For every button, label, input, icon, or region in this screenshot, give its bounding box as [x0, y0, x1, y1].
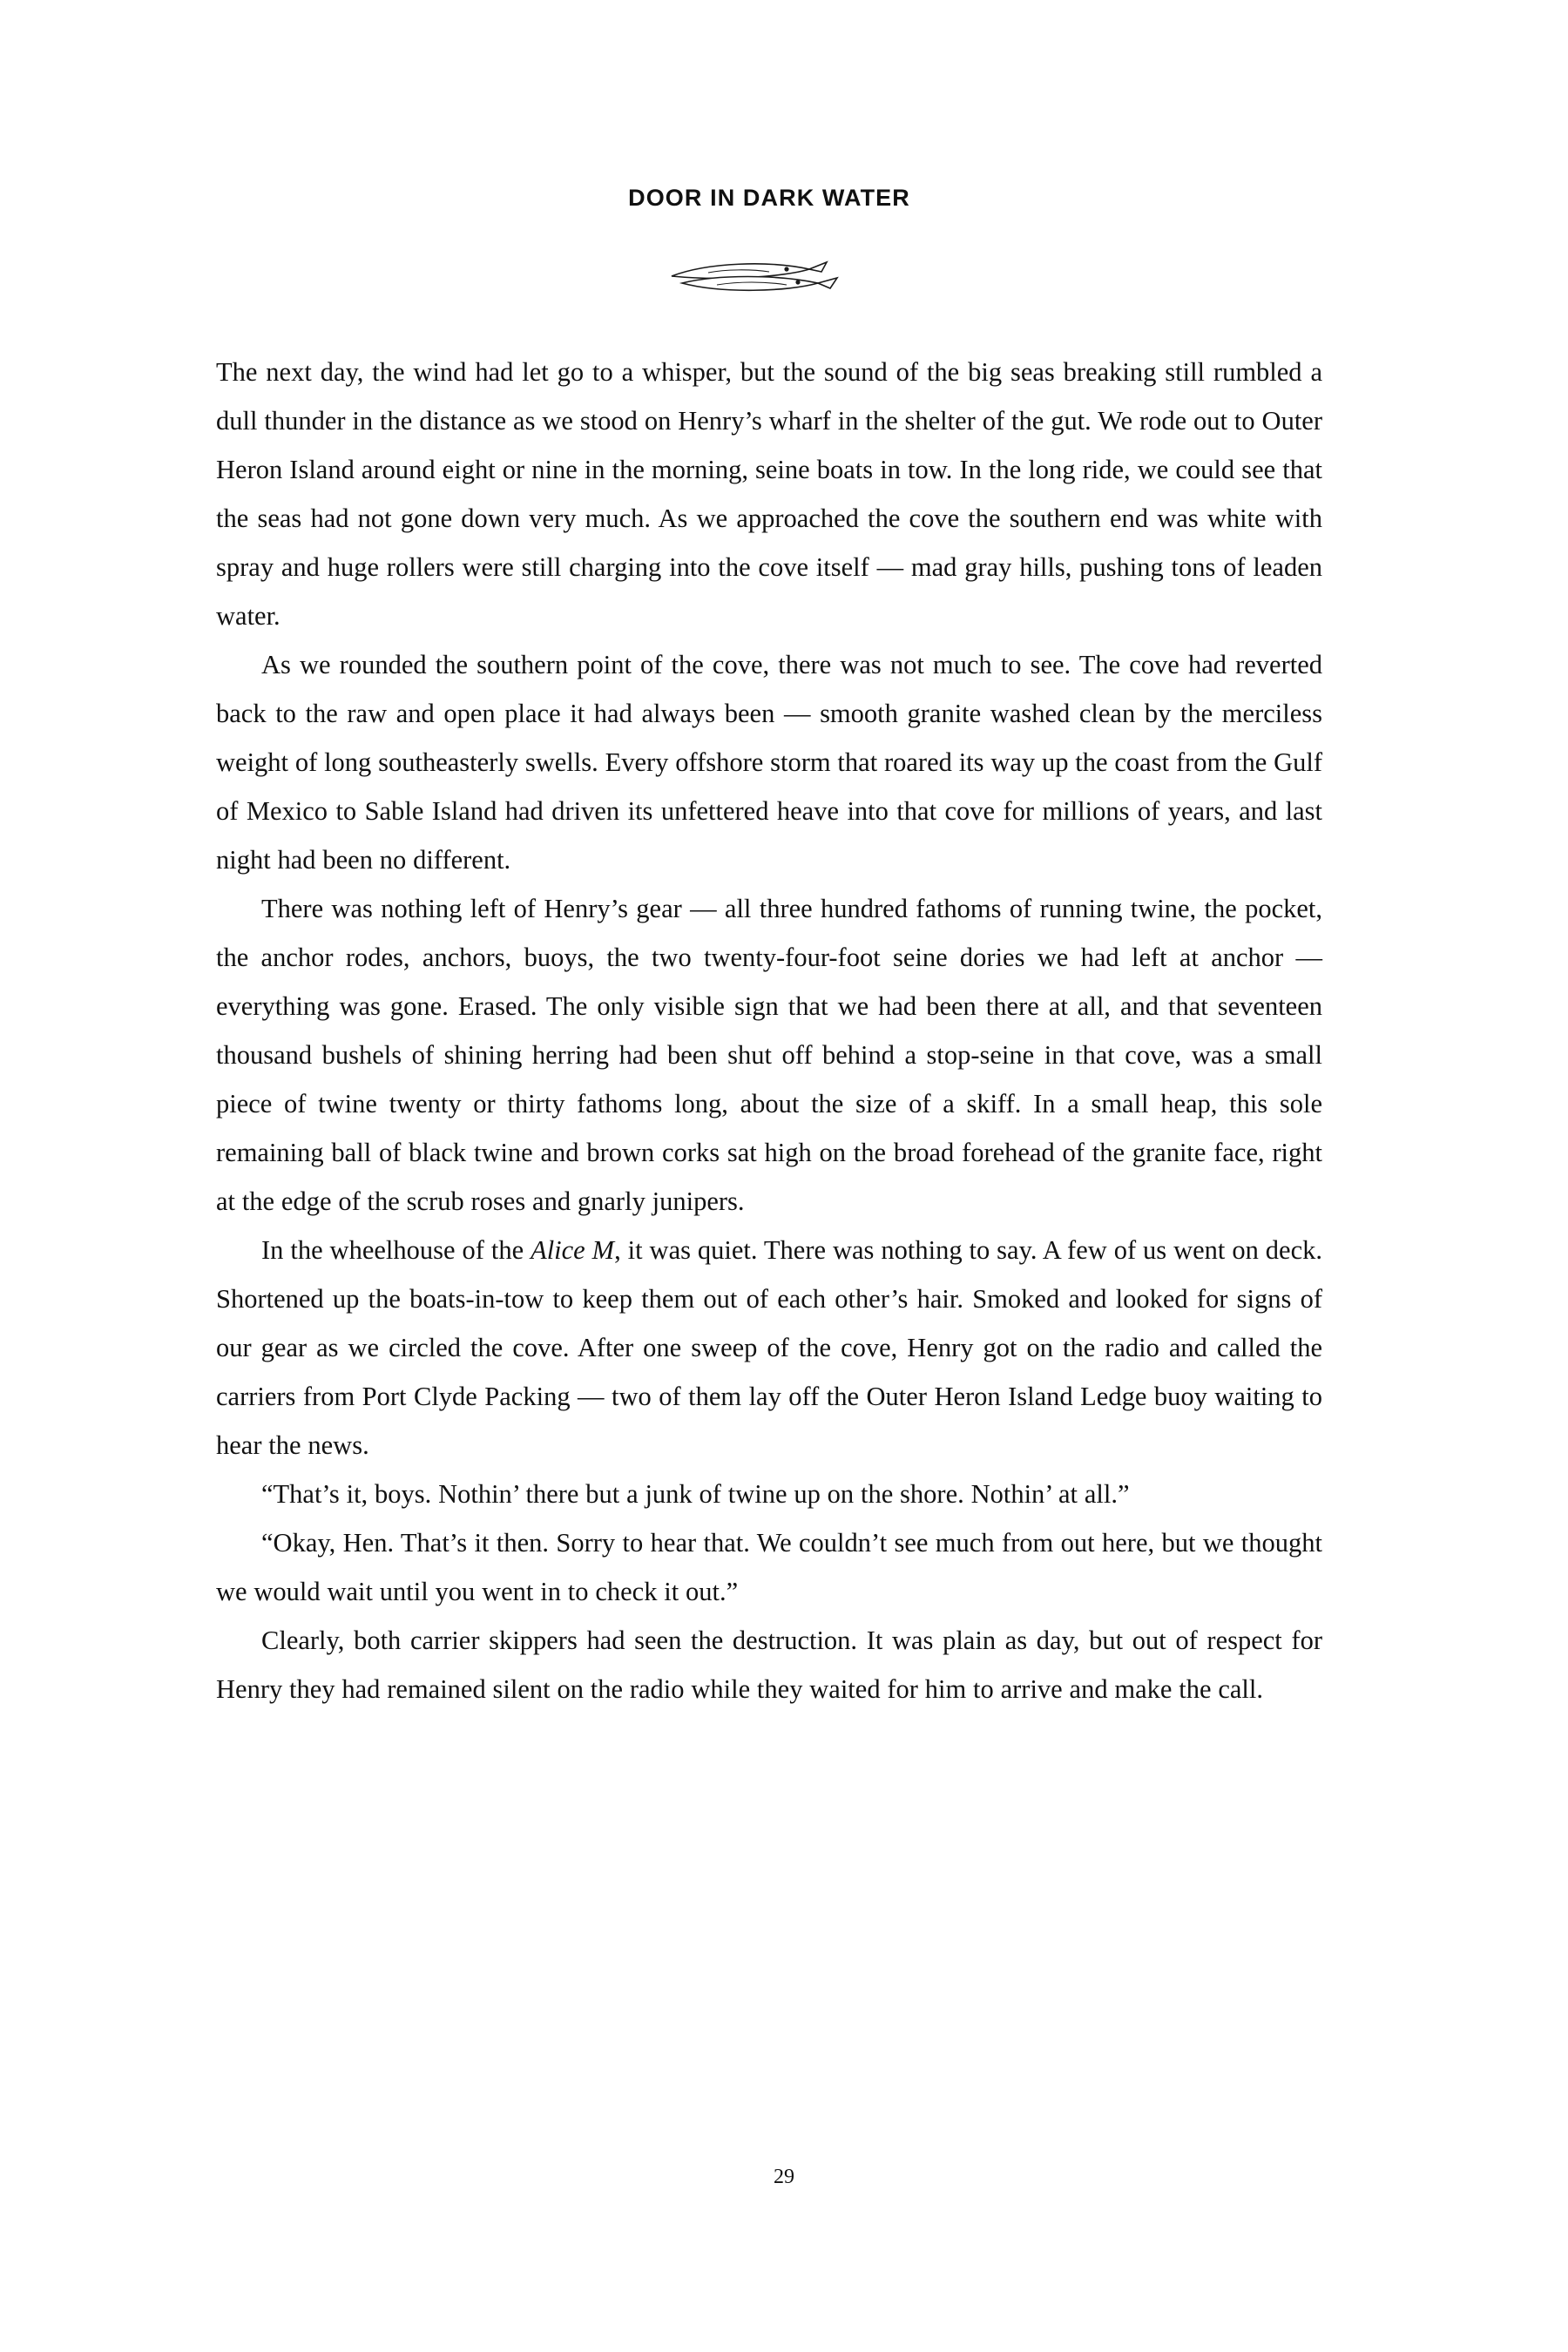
ship-name-italic: Alice M — [531, 1235, 615, 1265]
paragraph: “That’s it, boys. Nothin’ there but a junk of twine up on the shore. Nothin’ at all.” — [261, 1479, 1130, 1509]
paragraph-text-after-italic: , it was quiet. There was nothing to say. A few of us went on deck. Shortened up the boats-in-tow to keep them out of each other’s hair. Smoked and looked for signs of our gear as we circled the cove. After one sweep of the cove, Henry got on the radio and called the carriers from Port Clyde Packing — two of them lay off the Outer Heron Island Ledge buoy waiting to hear the news. — [216, 1235, 1322, 1460]
page-number: 29 — [774, 2166, 794, 2188]
running-head: DOOR IN DARK WATER — [628, 185, 910, 211]
herring-fish-ornament — [216, 250, 1322, 302]
paragraph — [216, 1226, 1322, 1470]
paragraph-text-before-italic: In the wheelhouse of the — [261, 1235, 531, 1265]
paragraph: The next day, the wind had let go to a whisper, but the sound of the big seas breaking still rumbled a dull thunder in the distance as we stood on Henry’s wharf in the shelter of the gut. We rode out to Outer Heron Island around eight or nine in the morning, seine boats in tow. In the long ride, we could see that the seas had not gone down very much. As we approached the cove the southern end was white with spray and huge rollers were still charging into the cove itself — mad gray hills, pushing tons of leaden water. — [216, 357, 1322, 631]
paragraph: “Okay, Hen. That’s it then. Sorry to hear that. We couldn’t see much from out here, but we thought we would wait until you went in to check it out.” — [216, 1528, 1322, 1606]
paragraph: As we rounded the southern point of the cove, there was not much to see. The cove had reverted back to the raw and open place it had always been — smooth granite washed clean by the merciless weight of long southeasterly swells. Every offshore storm that roared its way up the coast from the Gulf of Mexico to Sable Island had driven its unfettered heave into that cove for millions of years, and last night had been no different. — [216, 650, 1322, 875]
paragraph: There was nothing left of Henry’s gear — all three hundred fathoms of running twine, the pocket, the anchor rodes, anchors, buoys, the two twenty-four-foot seine dories we had left at anchor — everything was gone. Erased. The only visible sign that we had been there at all, and that seventeen thousand bushels of shining herring had been shut off behind a stop-seine in that cove, was a small piece of twine twenty or thirty fathoms long, about the size of a skiff. In a small heap, this sole remaining ball of black twine and brown corks sat high on the broad forehead of the granite face, right at the edge of the scrub roses and gnarly junipers. — [216, 894, 1322, 1216]
paragraph: Clearly, both carrier skippers had seen the destruction. It was plain as day, but out of respect for Henry they had remained silent on the radio while they waited for him to arrive and make the call. — [216, 1625, 1322, 1704]
page-content — [216, 0, 1322, 1713]
